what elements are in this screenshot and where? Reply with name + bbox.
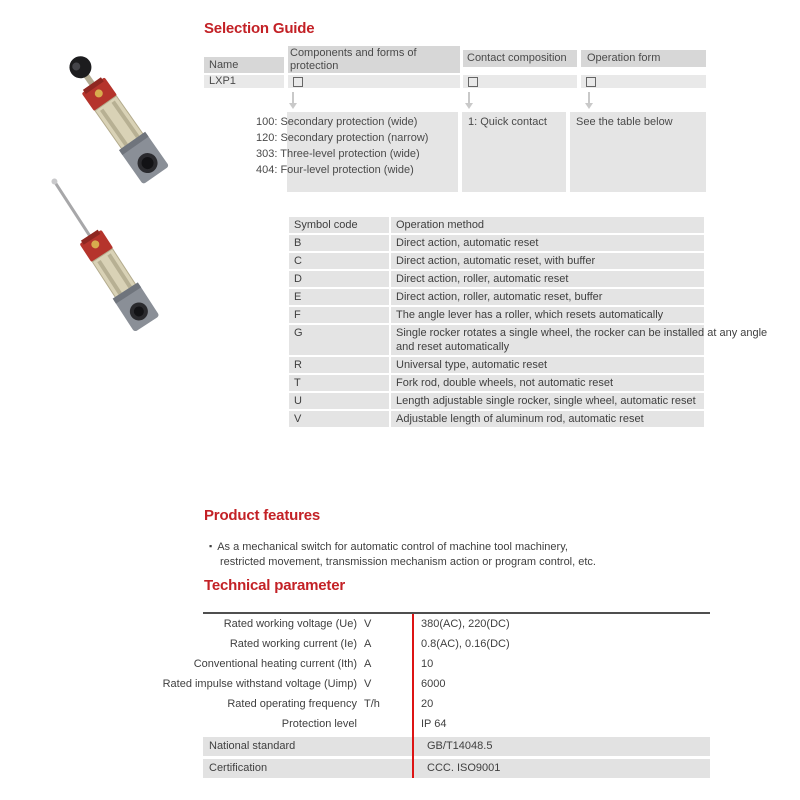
operation-column-header: Operation form [581,50,706,67]
operation-method-header: Operation method [391,217,704,233]
tech-param-row [162,674,710,694]
selection-option-line: 404: Four-level protection (wide) [256,164,414,176]
feature-line: restricted movement, transmission mechanism action or program control, etc. [220,556,596,568]
operation-method-text: Adjustable length of aluminum rod, automatic reset [396,413,644,425]
product-features-text [209,540,596,570]
operation-method-text: Direct action, roller, automatic reset, buffer [396,291,603,303]
symbol-code-cell: E [289,289,389,305]
tech-param-row [203,759,710,778]
operation-method-cell [391,357,704,373]
technical-parameter-table [162,612,710,778]
tech-param-label: Conventional heating current (Ith) [193,658,357,670]
operation-method-cell [391,253,704,269]
operation-method-text: Direct action, automatic reset, with buffer [396,255,596,267]
tech-param-label: Protection level [281,718,357,730]
operation-checkbox-cell [581,75,706,88]
symbol-code-cell: U [289,393,389,409]
symbol-table-row [289,375,704,391]
operation-method-cell [391,235,704,251]
operation-method-text: Direct action, roller, automatic reset [396,273,569,285]
symbol-code-cell: V [289,411,389,427]
operation-method-cell [391,271,704,287]
tech-param-value: IP 64 [421,718,447,730]
checkbox-icon [293,77,303,87]
components-checkbox-cell [288,75,460,88]
tech-param-label: Rated working voltage (Ue) [223,618,357,630]
symbol-table-row [289,289,704,305]
symbol-code-cell: D [289,271,389,287]
selection-option-line: 303: Three-level protection (wide) [256,148,420,160]
tech-param-value: 20 [421,698,434,710]
contact-checkbox-cell [463,75,577,88]
operation-method-text: and reset automatically [396,341,510,353]
down-arrow-icon [292,92,294,103]
selection-option-line: 120: Secondary protection (narrow) [256,132,429,144]
operation-method-text: Fork rod, double wheels, not automatic reset [396,377,614,389]
components-options-list [256,114,471,178]
tech-param-row [193,654,710,674]
operation-method-cell [391,393,704,409]
symbol-code-cell: T [289,375,389,391]
contact-option-box: 1: Quick contact [462,112,566,192]
symbol-table-row [289,271,704,287]
symbol-table-row [289,411,704,427]
feature-line: ▪ As a mechanical switch for automatic control of machine tool machinery, [209,541,568,553]
tech-param-unit [357,714,409,734]
operation-method-text: The angle lever has a roller, which resets automatically [396,309,664,321]
symbol-code-header: Symbol code [289,217,389,233]
symbol-code-cell: B [289,235,389,251]
tech-param-label: Certification [209,762,268,774]
tech-param-unit: A [364,658,372,670]
symbol-code-cell: F [289,307,389,323]
tech-param-label: Rated operating frequency [227,698,357,710]
tech-param-value: 10 [421,658,434,670]
tech-param-value: 380(AC), 220(DC) [421,618,510,630]
tech-param-value: 0.8(AC), 0.16(DC) [421,638,510,650]
tech-param-row [203,614,710,634]
operation-method-text: Single rocker rotates a single wheel, the rocker can be installed at any angle [396,327,768,339]
product-features-heading: Product features [204,507,320,524]
operation-method-text: Length adjustable single rocker, single wheel, automatic reset [396,395,696,407]
symbol-table-row [289,307,704,323]
tech-param-row [203,737,710,756]
tech-param-value: CCC. ISO9001 [427,762,501,774]
product-photo-rod-lever-switch [18,175,173,345]
symbol-table-header-row [289,217,704,233]
tech-param-row [203,714,710,734]
selection-option-line: 100: Secondary protection (wide) [256,116,418,128]
checkbox-icon [468,77,478,87]
tech-param-unit: V [364,618,372,630]
symbol-code-cell: C [289,253,389,269]
operation-method-cell [391,375,704,391]
technical-parameter-heading: Technical parameter [204,577,345,594]
symbol-table-row [289,235,704,251]
down-arrow-icon [588,92,590,103]
tech-param-unit: A [364,638,372,650]
operation-option-box: See the table below [570,112,706,192]
tech-param-unit [363,759,415,778]
symbol-table-row [289,253,704,269]
symbol-code-table [287,215,768,429]
model-name-cell: LXP1 [204,75,284,88]
tech-param-row [203,634,710,654]
symbol-table-row [289,393,704,409]
operation-method-text: Universal type, automatic reset [396,359,548,371]
down-arrow-icon [468,92,470,103]
checkbox-icon [586,77,596,87]
selection-guide-heading: Selection Guide [204,20,315,37]
contact-column-header: Contact composition [463,50,577,67]
tech-param-unit: V [364,678,372,690]
tech-param-label: Rated impulse withstand voltage (Uimp) [162,678,357,690]
bullet-icon: ▪ [209,541,213,551]
tech-param-label: National standard [209,740,296,752]
components-column-header: Components and forms of protection [288,46,460,73]
tech-param-unit [363,737,415,756]
operation-method-text: Direct action, automatic reset [396,237,539,249]
operation-method-cell [391,325,768,355]
tech-param-value: GB/T14048.5 [427,740,493,752]
tech-param-label: Rated working current (Ie) [229,638,357,650]
operation-method-cell [391,307,704,323]
symbol-code-cell: G [289,325,389,355]
symbol-code-cell: R [289,357,389,373]
tech-param-value: 6000 [421,678,446,690]
symbol-table-row [289,325,704,355]
operation-method-cell [391,411,704,427]
name-column-header: Name [204,57,284,73]
tech-param-unit: T/h [364,698,380,710]
operation-method-cell [391,289,704,305]
tech-param-row [203,694,710,714]
symbol-table-row [289,357,704,373]
